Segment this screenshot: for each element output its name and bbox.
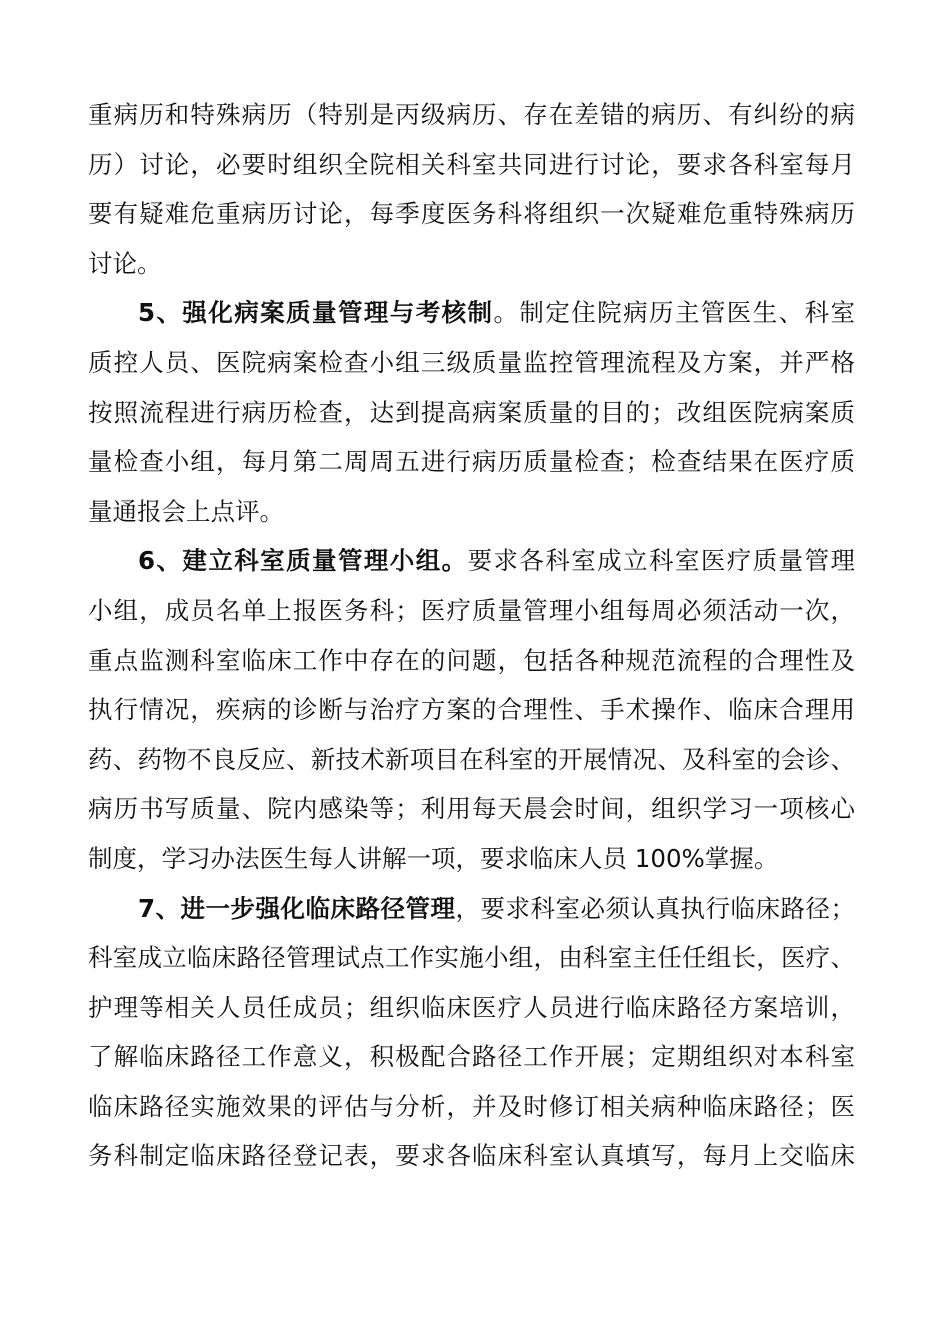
text-line: 量通报会上点评。 — [88, 496, 284, 526]
text-line: 药、药物不良反应、新技术新项目在科室的开展情况、及科室的会诊、 — [88, 744, 855, 774]
section-heading: 5、强化病案质量管理与考核制 — [138, 298, 494, 328]
text-line: 讨论。 — [88, 248, 162, 278]
text-line: 重点监测科室临床工作中存在的问题，包括各种规范流程的合理性及 — [88, 645, 855, 675]
text-line: 护理等相关人员任成员；组织临床医疗人员进行临床路径方案培训， — [88, 992, 855, 1022]
section-heading: 7、进一步强化临床路径管理 — [138, 893, 456, 923]
text-line: 质控人员、医院病案检查小组三级质量监控管理流程及方案，并严格 — [88, 347, 855, 377]
text-run: 要求各科室成立科室医疗质量管理 — [467, 546, 855, 576]
text-line: 历）讨论，必要时组织全院相关科室共同进行讨论，要求各科室每月 — [88, 149, 855, 179]
text-line: 重病历和特殊病历（特别是丙级病历、存在差错的病历、有纠纷的病 — [88, 100, 855, 129]
text-line: 执行情况，疾病的诊断与治疗方案的合理性、手术操作、临床合理用 — [88, 695, 855, 725]
text-line — [88, 884, 855, 934]
text-line: 病历书写质量、院内感染等；利用每天晨会时间，组织学习一项核心 — [88, 794, 855, 824]
text-line: 小组，成员名单上报医务科；医疗质量管理小组每周必须活动一次， — [88, 595, 855, 625]
text-line: 量检查小组，每月第二周周五进行病历质量检查；检查结果在医疗质 — [88, 447, 855, 477]
text-line: 科室成立临床路径管理试点工作实施小组，由科室主任任组长，医疗、 — [88, 943, 855, 973]
text-run: 。制定住院病历主管医生、科室 — [493, 298, 855, 328]
paragraph-7 — [88, 884, 855, 1182]
text-line: 制度，学习办法医生每人讲解一项，要求临床人员 100%掌握。 — [88, 843, 779, 873]
text-run: ，要求科室必须认真执行临床路径； — [455, 893, 856, 923]
text-line — [88, 536, 855, 586]
text-line — [88, 288, 855, 338]
paragraph-6 — [88, 536, 855, 883]
text-line: 务科制定临床路径登记表，要求各临床科室认真填写，每月上交临床 — [88, 1141, 855, 1171]
text-line: 按照流程进行病历检查，达到提高病案质量的目的；改组医院病案质 — [88, 397, 855, 427]
text-line: 临床路径实施效果的评估与分析，并及时修订相关病种临床路径；医 — [88, 1091, 855, 1121]
text-line: 了解临床路径工作意义，积极配合路径工作开展；定期组织对本科室 — [88, 1042, 855, 1072]
paragraph-4-continuation — [88, 90, 855, 288]
text-line: 要有疑难危重病历讨论，每季度医务科将组织一次疑难危重特殊病历 — [88, 199, 855, 229]
paragraph-5 — [88, 288, 855, 536]
section-heading: 6、建立科室质量管理小组。 — [138, 546, 468, 576]
document-page — [88, 90, 855, 1181]
